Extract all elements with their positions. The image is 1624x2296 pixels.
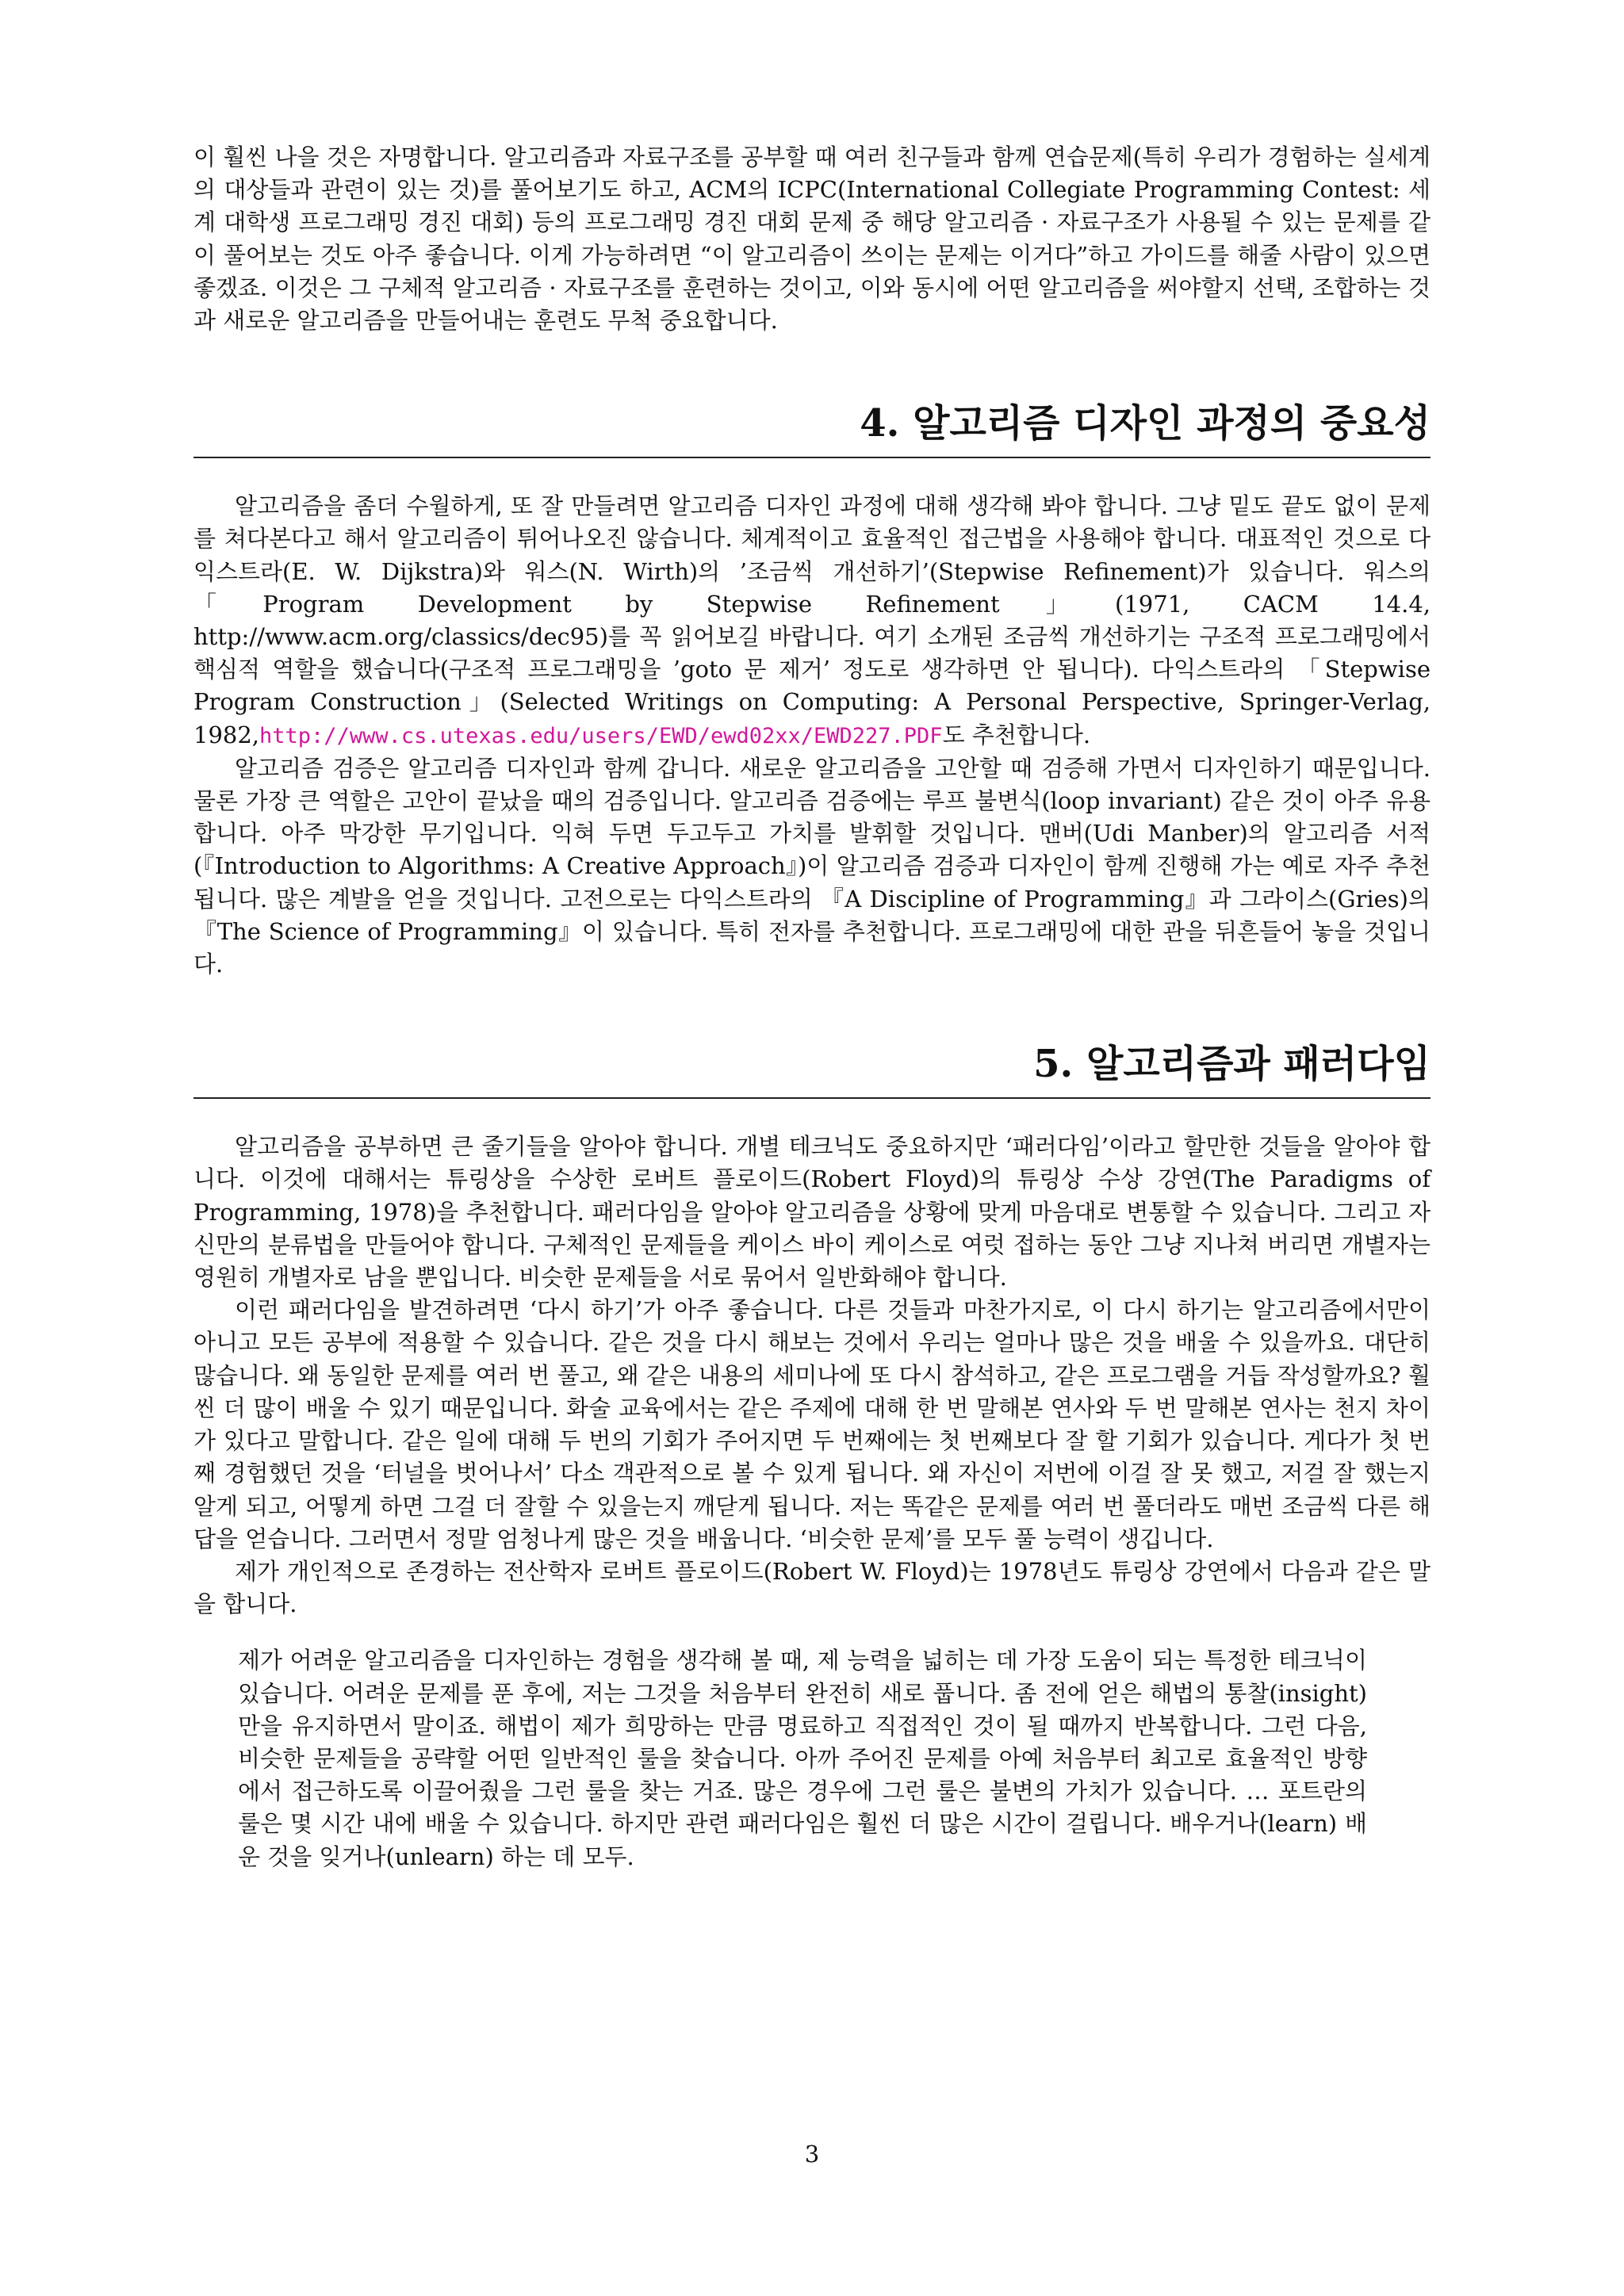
section-4-paragraph-2: 알고리즘 검증은 알고리즘 디자인과 함께 갑니다. 새로운 알고리즘을 고안할 때 검증해 가면서 디자인하기 때문입니다. 물론 가장 큰 역할은 고안이 끝났을 때의 검증입니다. 알고리즘 검증에는 루프 불변식(loop invariant) 같은 것이 아주 유용합니다. 아주 막강한 무기입니다. 익혀 두면 두고두고 가치를 발휘할 것입니다. 맨버(Udi Manber)의 알고리즘 서적(『Introduction to Algorithms: A Creative Approach』)이 알고리즘 검증과 디자인이 함께 진행해 가는 예로 자주 추천됩니다. 많은 계발을 얻을 것입니다. 고전으로는 다익스트라의 『A Discipline of Programming』과 그라이스(Gries)의 『The Science of Programming』이 있습니다. 특히 전자를 추천합니다. 프로그래밍에 대한 관을 뒤흔들어 놓을 것입니다. xyxy=(193,754,1431,978)
page-number: 3 xyxy=(804,2141,820,2168)
floyd-quote xyxy=(238,1644,1367,1873)
section-4-paragraph-1 xyxy=(193,490,1431,752)
section-5-paragraph-3: 제가 개인적으로 존경하는 전산학자 로버트 플로이드(Robert W. Floyd)는 1978년도 튜링상 강연에서 다음과 같은 말을 합니다. xyxy=(193,1557,1431,1618)
section-4-heading: 4. 알고리즘 디자인 과정의 중요성 xyxy=(193,392,1431,458)
section-4-paragraph-1-tail: 도 추천합니다. xyxy=(942,721,1091,748)
intro-paragraph: 이 훨씬 나을 것은 자명합니다. 알고리즘과 자료구조를 공부할 때 여러 친구들과 함께 연습문제(특히 우리가 경험하는 실세계의 대상들과 관련이 있는 것)를 풀어보기도 하고, ACM의 ICPC(International Collegiate Programming Contest: 세계 대학생 프로그래밍 경진 대회) 등의 프로그래밍 경진 대회 문제 중 해당 알고리즘 · 자료구조가 사용될 수 있는 문제를 같이 풀어보는 것도 아주 좋습니다. 이게 가능하려면 “이 알고리즘이 쓰이는 문제는 이거다”하고 가이드를 해줄 사람이 있으면 좋겠죠. 이것은 그 구체적 알고리즘 · 자료구조를 훈련하는 것이고, 이와 동시에 어떤 알고리즘을 써야할지 선택, 조합하는 것과 새로운 알고리즘을 만들어내는 훈련도 무척 중요합니다. xyxy=(193,144,1431,335)
section-5-heading: 5. 알고리즘과 패러다임 xyxy=(193,1033,1431,1099)
ewd227-link[interactable]: http://www.cs.utexas.edu/users/EWD/ewd02xx/EWD227.PDF xyxy=(259,723,943,748)
section-5-paragraph-2: 이런 패러다임을 발견하려면 ‘다시 하기’가 아주 좋습니다. 다른 것들과 마찬가지로, 이 다시 하기는 알고리즘에서만이 아니고 모든 공부에 적용할 수 있습니다. 같은 것을 다시 해보는 것에서 우리는 얼마나 많은 것을 배울 수 있을까요. 대단히 많습니다. 왜 동일한 문제를 여러 번 풀고, 왜 같은 내용의 세미나에 또 다시 참석하고, 같은 프로그램을 거듭 작성할까요? 훨씬 더 많이 배울 수 있기 때문입니다. 화술 교육에서는 같은 주제에 대해 한 번 말해본 연사와 두 번 말해본 연사는 천지 차이가 있다고 말합니다. 같은 일에 대해 두 번의 기회가 주어지면 두 번째에는 첫 번째보다 잘 할 기회가 있습니다. 게다가 첫 번째 경험했던 것을 ‘터널을 벗어나서’ 다소 객관적으로 볼 수 있게 됩니다. 왜 자신이 저번에 이걸 잘 못 했고, 저걸 잘 했는지 알게 되고, 어떻게 하면 그걸 더 잘할 수 있을는지 깨닫게 됩니다. 저는 똑같은 문제를 여러 번 풀더라도 매번 조금씩 다른 해답을 얻습니다. 그러면서 정말 엄청나게 많은 것을 배웁니다. ‘비슷한 문제’를 모두 풀 능력이 생깁니다. xyxy=(193,1296,1431,1552)
section-5-paragraph-1: 알고리즘을 공부하면 큰 줄기들을 알아야 합니다. 개별 테크닉도 중요하지만 ‘패러다임’이라고 할만한 것들을 알아야 합니다. 이것에 대해서는 튜링상을 수상한 로버트 플로이드(Robert Floyd)의 튜링상 수상 강연(The Paradigms of Programming, 1978)을 추천합니다. 패러다임을 알아야 알고리즘을 상황에 맞게 마음대로 변통할 수 있습니다. 그리고 자신만의 분류법을 만들어야 합니다. 구체적인 문제들을 케이스 바이 케이스로 여럿 접하는 동안 그냥 지나쳐 버리면 개별자는 영원히 개별자로 남을 뿐입니다. 비슷한 문제들을 서로 묶어서 일반화해야 합니다. xyxy=(193,1133,1431,1292)
document-page xyxy=(193,141,1431,1873)
floyd-quote-text: 제가 어려운 알고리즘을 디자인하는 경험을 생각해 볼 때, 제 능력을 넓히는 데 가장 도움이 되는 특정한 테크닉이 있습니다. 어려운 문제를 푼 후에, 저는 그것을 처음부터 완전히 새로 풉니다. 좀 전에 얻은 해법의 통찰(insight)만을 유지하면서 말이죠. 해법이 제가 희망하는 만큼 명료하고 직접적인 것이 될 때까지 반복합니다. 그런 다음, 비슷한 문제들을 공략할 어떤 일반적인 룰을 찾습니다. 아까 주어진 문제를 아예 처음부터 최고로 효율적인 방향에서 접근하도록 이끌어줬을 그런 룰을 찾는 거죠. 많은 경우에 그런 룰은 불변의 가치가 있습니다. … 포트란의 룰은 몇 시간 내에 배울 수 있습니다. 하지만 관련 패러다임은 훨씬 더 많은 시간이 걸립니다. 배우거나(learn) 배운 것을 잊거나(unlearn) 하는 데 모두. xyxy=(238,1647,1367,1870)
section-4-paragraph-1-text: 알고리즘을 좀더 수월하게, 또 잘 만들려면 알고리즘 디자인 과정에 대해 생각해 봐야 합니다. 그냥 밑도 끝도 없이 문제를 쳐다본다고 해서 알고리즘이 튀어나오진 않습니다. 체계적이고 효율적인 접근법을 사용해야 합니다. 대표적인 것으로 다익스트라(E. W. Dijkstra)와 워스(N. Wirth)의 ’조금씩 개선하기’(Stepwise Refinement)가 있습니다. 워스의 「Program Development by Stepwise Refinement」(1971, CACM 14.4, http://www.acm.org/classics/dec95)를 꼭 읽어보길 바랍니다. 여기 소개된 조금씩 개선하기는 구조적 프로그래밍에서 핵심적 역할을 했습니다(구조적 프로그래밍을 ’goto 문 제거’ 정도로 생각하면 안 됩니다). 다익스트라의 「Stepwise Program Construction」(Selected Writings on Computing: A Personal Perspective, Springer-Verlag, 1982, xyxy=(193,492,1431,748)
